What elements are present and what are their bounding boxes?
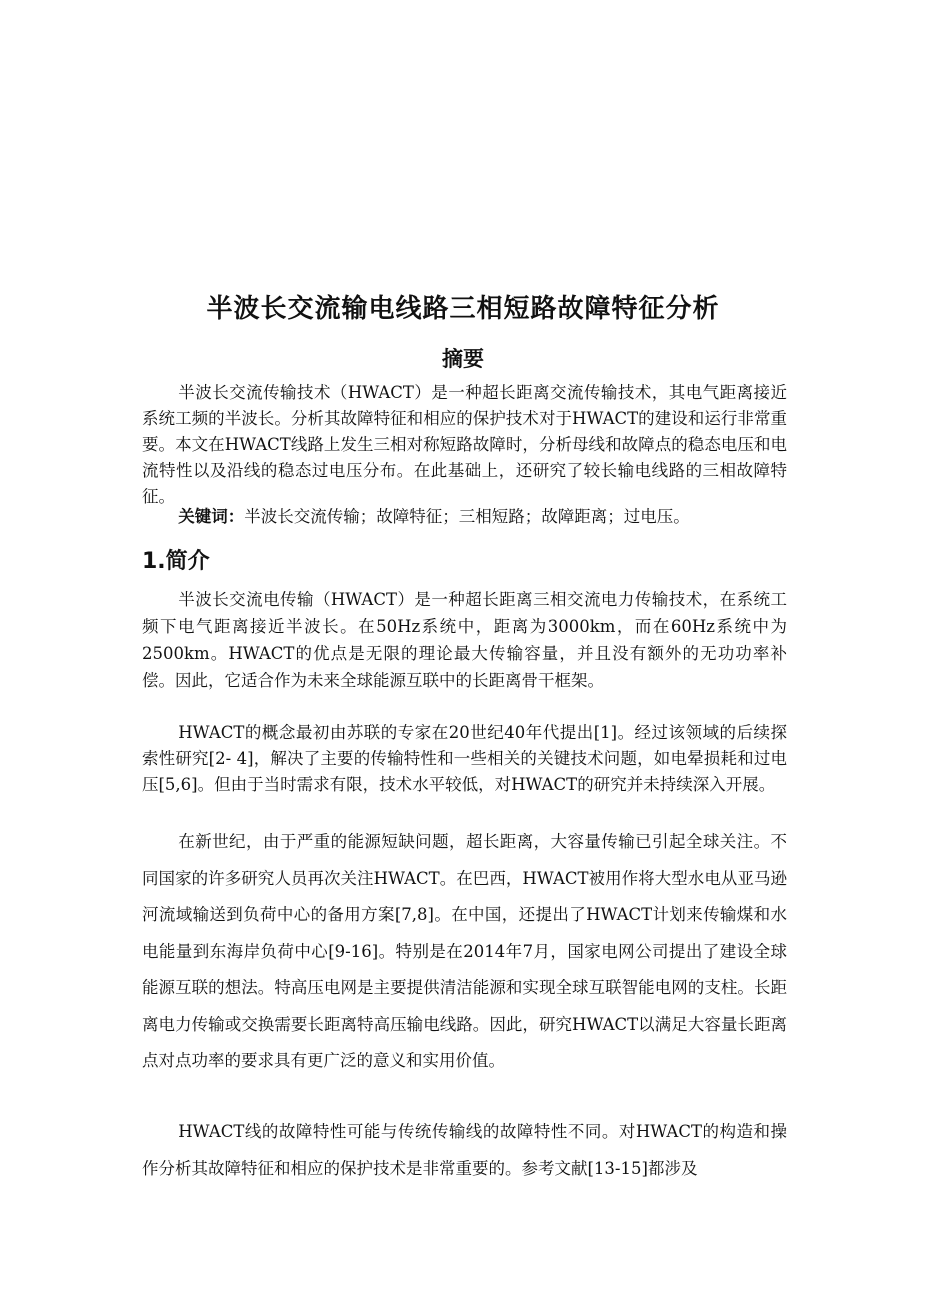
section-heading-introduction: 1.简介 <box>142 549 210 574</box>
intro-paragraph: HWACT线的故障特性可能与传统传输线的故障特性不同。对HWACT的构造和操作分析其故障特征和相应的保护技术是非常重要的。参考文献[13-15]都涉及 <box>142 1122 787 1178</box>
intro-paragraph: 半波长交流电传输（HWACT）是一种超长距离三相交流电力传输技术，在系统工频下电气距离接近半波长。在50Hz系统中，距离为3000km，而在60Hz系统中为2500km。HWACT的优点是无限的理论最大传输容量，并且没有额外的无功功率补偿。因此，它适合作为未来全球能源互联中的长距离骨干框架。 <box>142 590 787 690</box>
intro-paragraph: HWACT的概念最初由苏联的专家在20世纪40年代提出[1]。经过该领域的后续探索性研究[2- 4]，解决了主要的传输特性和一些相关的关键技术问题，如电晕损耗和过电压[5,6]。但由于当时需求有限，技术水平较低，对HWACT的研究并未持续深入开展。 <box>142 723 787 794</box>
abstract-heading: 摘要 <box>442 347 484 371</box>
abstract-body: 半波长交流传输技术（HWACT）是一种超长距离交流传输技术，其电气距离接近系统工频的半波长。分析其故障特征和相应的保护技术对于HWACT的建设和运行非常重要。本文在HWACT线路上发生三相对称短路故障时，分析母线和故障点的稳态电压和电流特性以及沿线的稳态过电压分布。在此基础上，还研究了较长输电线路的三相故障特征。 <box>142 383 787 506</box>
keywords-label: 关键词： <box>178 507 245 526</box>
intro-paragraph: 在新世纪，由于严重的能源短缺问题，超长距离，大容量传输已引起全球关注。不同国家的许多研究人员再次关注HWACT。在巴西，HWACT被用作将大型水电从亚马逊河流域输送到负荷中心的备用方案[7,8]。在中国，还提出了HWACT计划来传输煤和水电能量到东海岸负荷中心[9-16]。特别是在2014年7月，国家电网公司提出了建设全球能源互联的想法。特高压电网是主要提供清洁能源和实现全球互联智能电网的支柱。长距离电力传输或交换需要长距离特高压输电线路。因此，研究HWACT以满足大容量长距离点对点功率的要求具有更广泛的意义和实用价值。 <box>142 832 787 1070</box>
paper-title: 半波长交流输电线路三相短路故障特征分析 <box>206 294 720 324</box>
keywords-text: 半波长交流传输；故障特征；三相短路；故障距离；过电压。 <box>244 507 690 526</box>
keywords-line <box>142 504 787 530</box>
